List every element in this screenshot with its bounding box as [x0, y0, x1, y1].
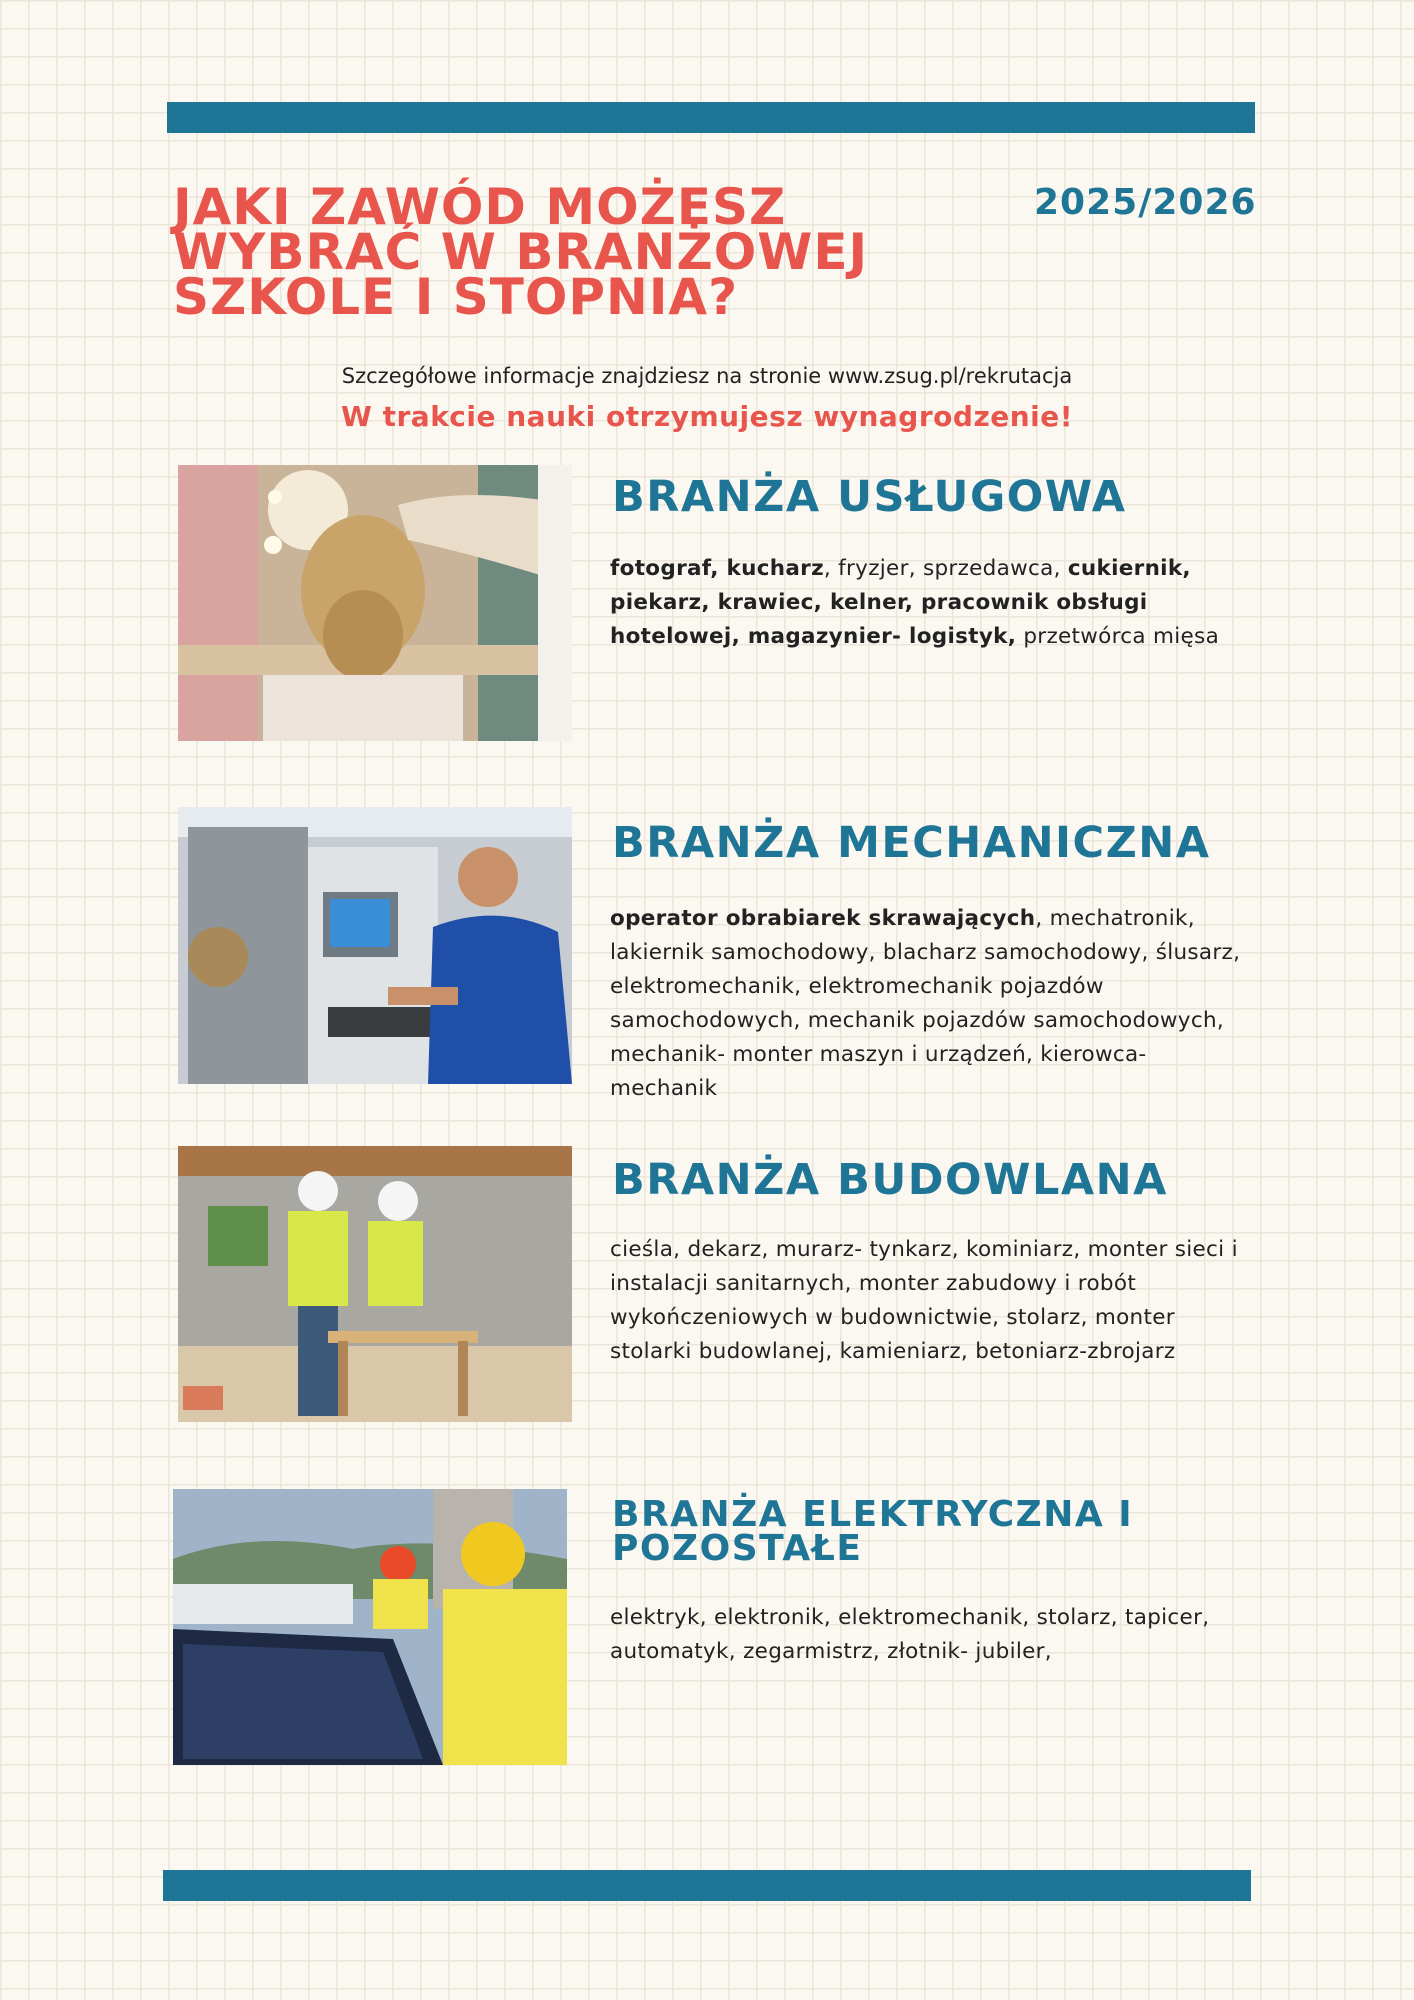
section-text-mechaniczna: operator obrabiarek skrawających, mechatronik, lakiernik samochodowy, blacharz samochodowy, ślusarz, elektromechanik, elektromechanik pojazdów samochodowych, mechanik pojazdów samochodowych, mechanik- monter maszyn i urządzeń, kierowca- mechanik: [610, 906, 1241, 1101]
section-title-elektryczna: BRANŻA ELEKTRYCZNA I POZOSTAŁE: [612, 1494, 1134, 1569]
section-text-elektryczna: elektryk, elektronik, elektromechanik, stolarz, tapicer, automatyk, zegarmistrz, złotnik- jubiler,: [610, 1605, 1210, 1664]
cnc-operator-photo: [178, 807, 572, 1084]
section-text-budowlana: cieśla, dekarz, murarz- tynkarz, kominiarz, monter sieci i instalacji sanitarnych, monter zabudowy i robót wykończeniowych w budownictwie, stolarz, monter stolarki budowlanej, kamieniarz, betoniarz-zbrojarz: [610, 1237, 1238, 1364]
section-text-uslugowa: fotograf, kucharz, fryzjer, sprzedawca, cukiernik, piekarz, krawiec, kelner, pracownik obsługi hotelowej, magazynier- logistyk, przetwórca mięsa: [610, 556, 1220, 649]
construction-workers-photo: [178, 1146, 572, 1422]
info-line: Szczegółowe informacje znajdziesz na stronie www.zsug.pl/rekrutacja: [341, 364, 1073, 388]
bottom-accent-bar: [163, 1870, 1251, 1901]
section-title-uslugowa: BRANŻA USŁUGOWA: [612, 472, 1127, 522]
hairdresser-photo: [178, 465, 572, 741]
top-accent-bar: [167, 102, 1255, 133]
school-year: 2025/2026: [1034, 182, 1257, 223]
solar-panel-workers-photo: [173, 1489, 567, 1765]
section-title-budowlana: BRANŻA BUDOWLANA: [612, 1155, 1168, 1205]
page-title: JAKI ZAWÓD MOŻESZ WYBRAĆ W BRANŻOWEJ SZKOLE I STOPNIA?: [173, 178, 869, 326]
wage-note: W trakcie nauki otrzymujesz wynagrodzenie!: [340, 400, 1074, 433]
section-title-mechaniczna: BRANŻA MECHANICZNA: [612, 818, 1211, 868]
